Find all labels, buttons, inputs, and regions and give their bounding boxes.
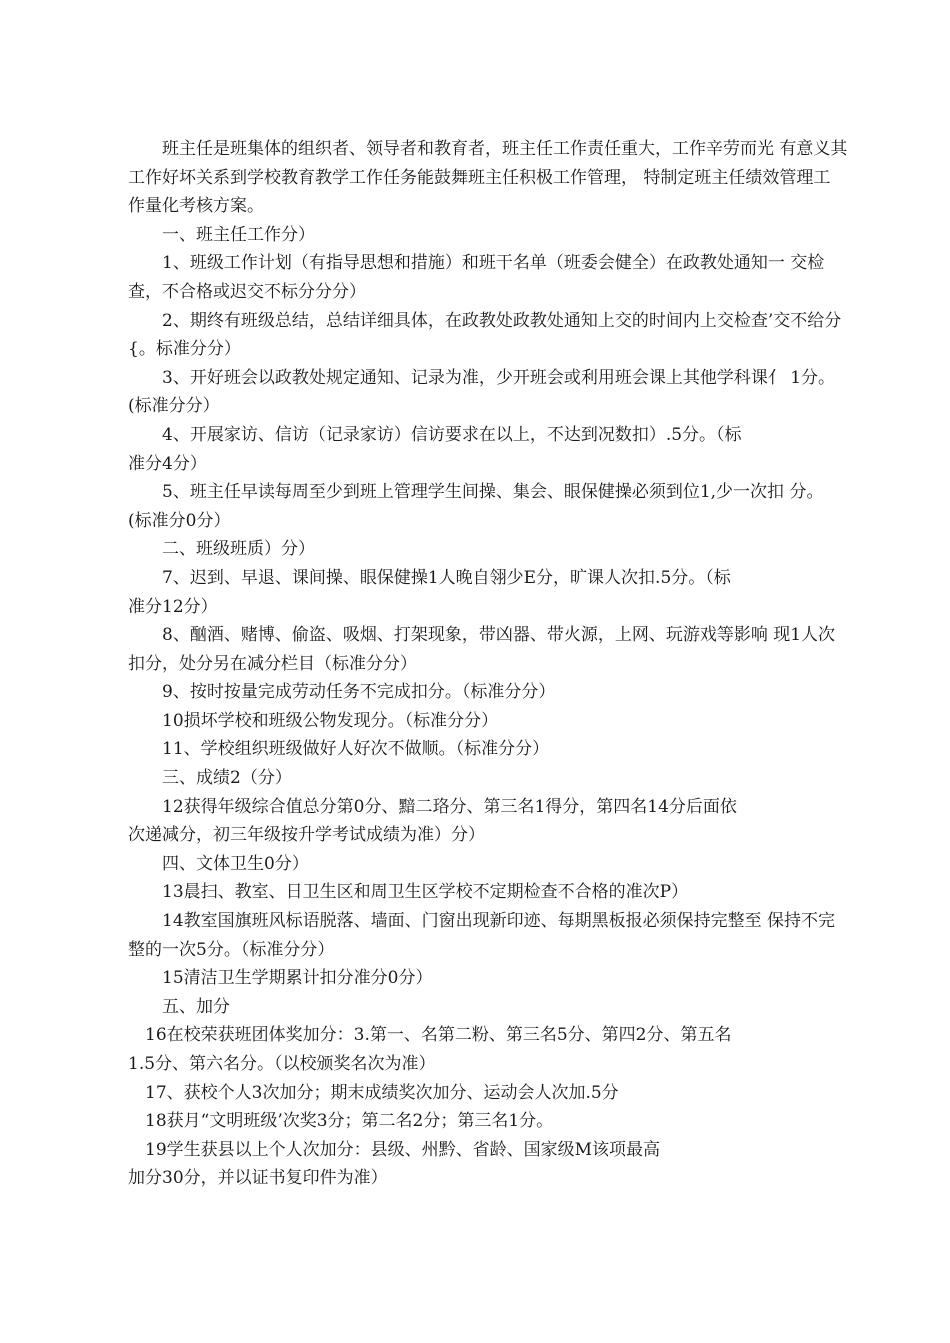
item-3-line-2: (标准分分）	[128, 396, 220, 417]
item-1-line-1: 1、班级工作计划（有指导思想和措施）和班干名单（班委会健全）在政教处通知一 交检	[162, 253, 825, 274]
item-4-line-1: 4、开展家访、信访（记录家访）信访要求在以上，不达到况数扣）.5分。（标	[162, 424, 742, 445]
item-7-line-2: 准分12分）	[128, 596, 218, 617]
item-12-line-2: 次递减分，初三年级按升学考试成绩为准）分）	[128, 825, 485, 846]
item-17-line: 17、获校个人3次加分；期末成绩奖次加分、运动会人次加.5分	[145, 1082, 619, 1103]
section-heading-5: 五、加分	[162, 996, 230, 1017]
intro-line-1: 班主任是班集体的组织者、领导者和教育者，班主任工作责任重大，工作辛劳而光 有意义其	[162, 139, 848, 159]
document-body	[0, 135, 950, 1193]
section-heading-2: 二、班级班质）分）	[162, 539, 315, 560]
item-12-line-1: 12获得年级综合值总分第0分、黯二珞分、第三名1得分，第四名14分后面依	[162, 796, 737, 817]
item-8-line-2: 扣分，处分另在减分栏目（标准分分）	[128, 653, 417, 674]
item-2-line-2: {。标准分分）	[128, 339, 241, 360]
item-7-line-1: 7、迟到、早退、课间操、眼保健操1人晚自翎少E分，旷课人次扣.5分。（标	[162, 567, 731, 588]
item-19-line-2: 加分30分，并以证书复印件为准）	[128, 1168, 388, 1189]
intro-line-2: 工作好坏关系到学校教育教学工作任务能鼓舞班主任积极工作管理， 特制定班主任绩效管理工	[128, 167, 831, 188]
item-5-line-1: 5、班主任早读每周至少到班上管理学生间操、集会、眼保健操必须到位1,少一次扣 分。	[162, 482, 824, 503]
item-5-line-2: (标准分0分）	[128, 510, 231, 531]
item-14-line-1: 14教室国旗班风标语脱落、墙面、门窗出现新印迹、每期黑板报必须保持完整至 保持不完	[162, 911, 836, 932]
item-1-line-2: 查，不合格或迟交不标分分分）	[128, 281, 366, 302]
item-19-line-1: 19学生获县以上个人次加分：县级、州黔、省龄、国家级M该项最高	[145, 1139, 661, 1160]
section-heading-3: 三、成绩2（分）	[162, 768, 292, 789]
intro-line-3: 作量化考核方案。	[128, 196, 264, 217]
item-16-line-2: 1.5分、第六名分。（以校颁奖名次为准）	[128, 1054, 436, 1074]
section-heading-4: 四、文体卫生0分）	[162, 853, 309, 874]
item-4-line-2: 准分4分）	[128, 453, 207, 474]
item-8-line-1: 8、酗酒、赌博、偷盗、吸烟、打架现象，带凶器、带火源，上网、玩游戏等影响 现1人次	[162, 625, 836, 646]
item-10-line: 10损坏学校和班级公物发现分。（标准分分）	[162, 710, 499, 731]
item-13-line: 13晨扫、教室、日卫生区和周卫生区学校不定期检查不合格的准次P）	[162, 882, 689, 903]
section-heading-1: 一、班主任工作分）	[162, 224, 315, 245]
item-16-line-1: 16在校荣获班团体奖加分：3.第一、名第二粉、第三名5分、第四2分、第五名	[145, 1025, 732, 1046]
item-18-line: 18获月“文明班级’次奖3分；第二名2分；第三名1分。	[145, 1111, 554, 1132]
item-9-line: 9、按时按量完成劳动任务不完成扣分。（标准分分）	[162, 682, 556, 703]
item-15-line: 15清洁卫生学期累计扣分准分0分）	[162, 968, 433, 989]
item-2-line-1: 2、期终有班级总结，总结详细具体，在政教处政教处通知上交的时间内上交检查’交不给分	[162, 310, 842, 331]
item-11-line: 11、学校组织班级做好人好次不做顺。（标准分分）	[162, 739, 550, 760]
item-3-line-1: 3、开好班会以政教处规定通知、记录为准，少开班会或利用班会课上其他学科课亻 1分。	[162, 367, 836, 388]
item-14-line-2: 整的一次5分。（标准分分）	[128, 939, 335, 960]
